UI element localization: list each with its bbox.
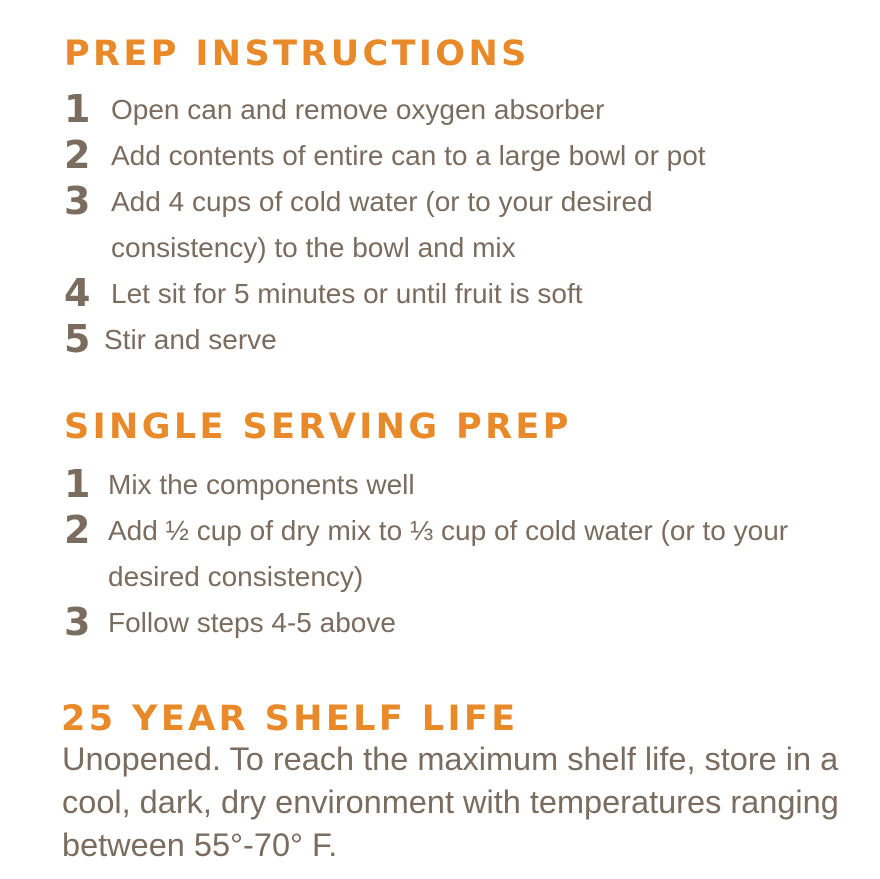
step-number: 3 — [64, 600, 91, 644]
step-text: Follow steps 4-5 above — [108, 607, 396, 638]
step-number: 1 — [64, 462, 91, 506]
step-text: Add contents of entire can to a large bowl or pot — [111, 140, 706, 171]
step-number: 2 — [64, 508, 91, 552]
step-text: Open can and remove oxygen absorber — [111, 94, 605, 125]
single-serving-heading: SINGLE SERVING PREP — [64, 407, 572, 447]
step-text: Let sit for 5 minutes or until fruit is soft — [111, 278, 583, 309]
step-text: Add ½ cup of dry mix to ⅓ cup of cold water (or to your desired consistency) — [108, 515, 789, 592]
step-number: 5 — [64, 317, 91, 361]
step-number: 2 — [64, 133, 91, 177]
step-number: 1 — [64, 87, 91, 131]
step-text: Add 4 cups of cold water (or to your desired consistency) to the bowl and mix — [111, 186, 653, 263]
step-text: Mix the components well — [108, 469, 415, 500]
step-number: 3 — [64, 179, 91, 223]
prep-instructions-heading: PREP INSTRUCTIONS — [64, 34, 530, 74]
shelf-life-heading: 25 YEAR SHELF LIFE — [61, 699, 519, 739]
step-text: Stir and serve — [104, 324, 277, 355]
shelf-life-description: Unopened. To reach the maximum shelf life, store in a cool, dark, dry environment with temperatures ranging between 55°-70° F. — [62, 741, 839, 863]
step-number: 4 — [64, 271, 91, 315]
